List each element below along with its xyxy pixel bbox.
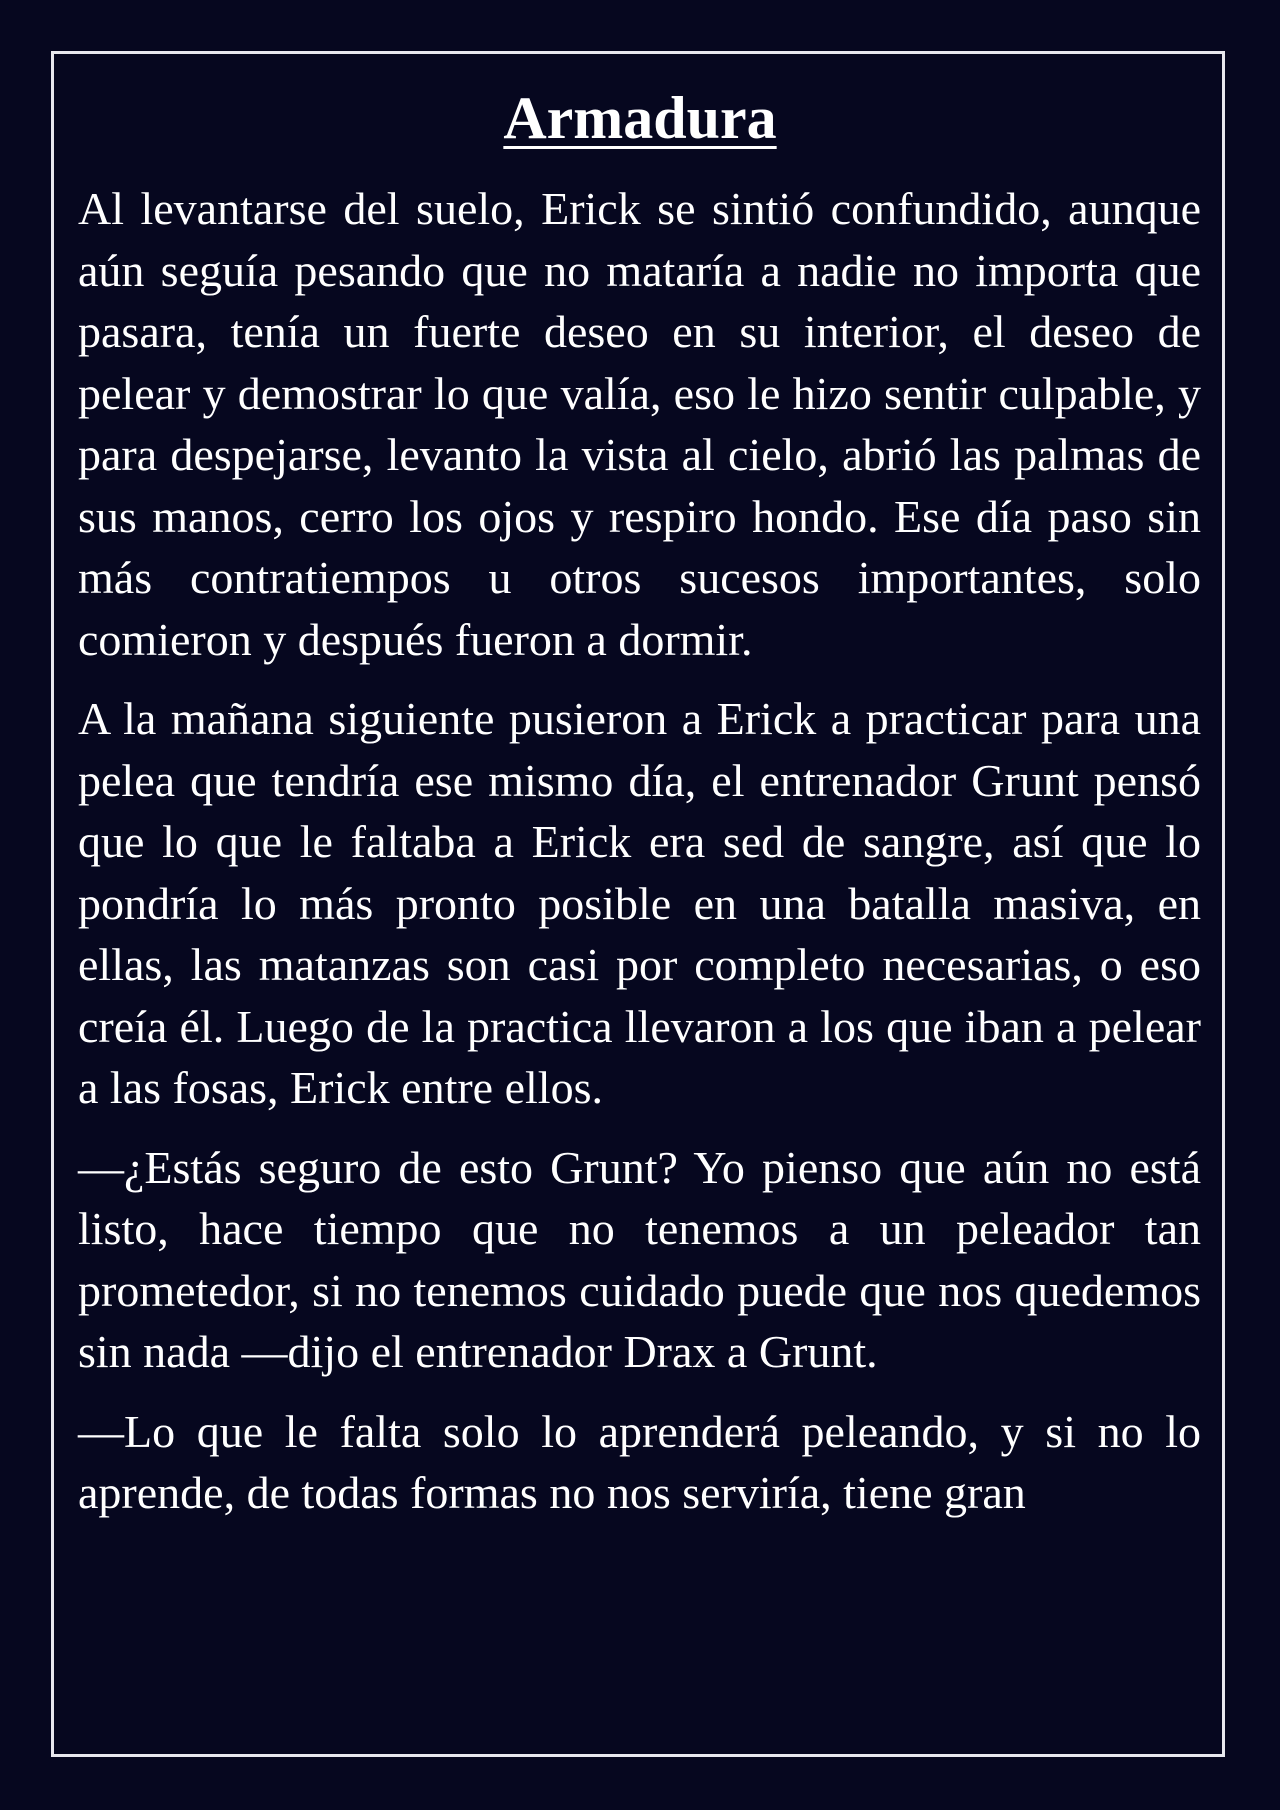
paragraph-3: —¿Estás seguro de esto Grunt? Yo pienso que aún no está listo, hace tiempo que no tenemos a un peleador tan prometedor, si no tenemos cuidado puede que nos quedemos sin nada —dijo el entrenador Drax a Grunt. bbox=[78, 1141, 1201, 1377]
chapter-body bbox=[78, 178, 1201, 1542]
chapter-title: Armadura bbox=[503, 85, 777, 151]
paragraph-1: Al levantarse del suelo, Erick se sintió confundido, aunque aún seguía pesando que no mataría a nadie no importa que pasara, tenía un fuerte deseo en su interior, el deseo de pelear y demostrar lo que valía, eso le hizo sentir culpable, y para despejarse, levanto la vista al cielo, abrió las palmas de sus manos, cerro los ojos y respiro hondo. Ese día paso sin más contratiempos u otros sucesos importantes, solo comieron y después fueron a dormir. bbox=[78, 183, 1201, 665]
paragraph-2: A la mañana siguiente pusieron a Erick a practicar para una pelea que tendría ese mismo día, el entrenador Grunt pensó que lo que le faltaba a Erick era sed de sangre, así que lo pondría lo más pronto posible en una batalla masiva, en ellas, las matanzas son casi por completo necesarias, o eso creía él. Luego de la practica llevaron a los que iban a pelear a las fosas, Erick entre ellos. bbox=[78, 693, 1201, 1113]
paragraph-4: —Lo que le falta solo lo aprenderá peleando, y si no lo aprende, de todas formas no nos serviría, tiene gran bbox=[78, 1405, 1201, 1518]
